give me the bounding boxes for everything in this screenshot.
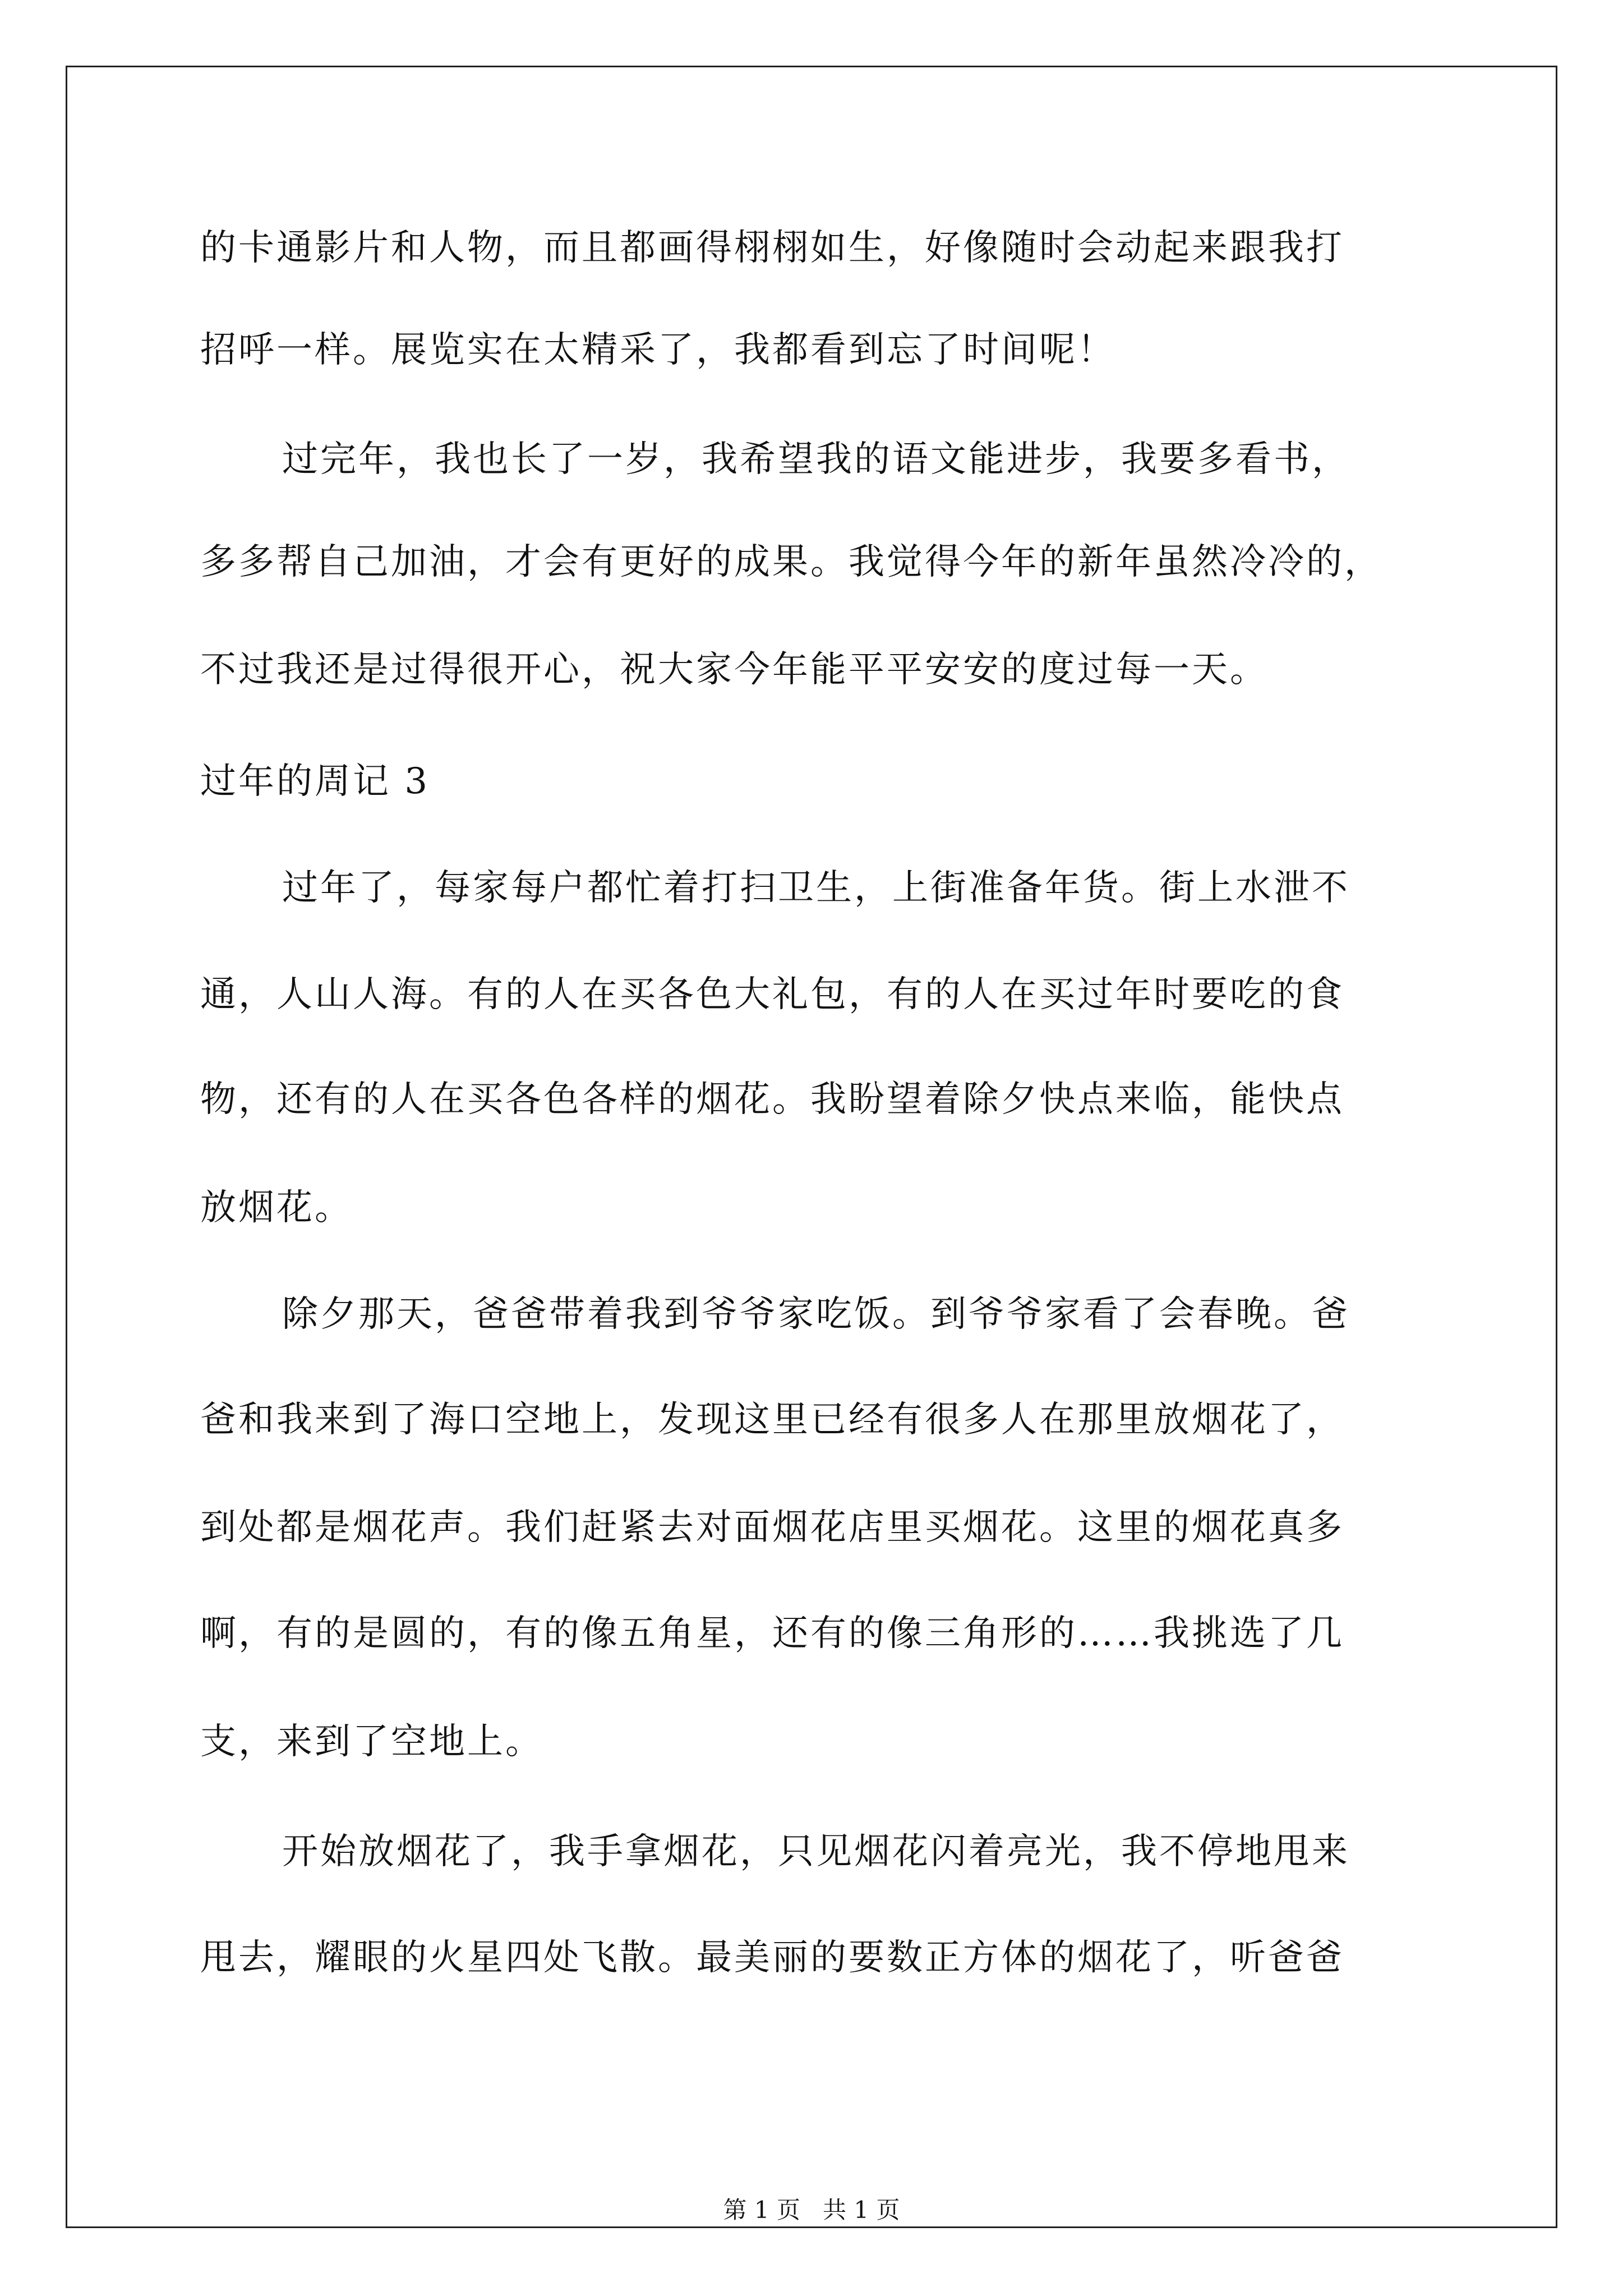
body-text-line: 除夕那天，爸爸带着我到爷爷家吃饭。到爷爷家看了会春晚。爸 <box>282 1294 1350 1335</box>
body-text-line: 支，来到了空地上。 <box>200 1721 543 1763</box>
body-text-line: 甩去，耀眼的火星四处飞散。最美丽的要数正方体的烟花了，听爸爸 <box>200 1937 1344 1978</box>
section-heading: 过年的周记 3 <box>200 761 430 802</box>
body-text-line: 开始放烟花了，我手拿烟花，只见烟花闪着亮光，我不停地甩来 <box>282 1831 1350 1872</box>
body-text-line: 招呼一样。展览实在太精采了，我都看到忘了时间呢！ <box>200 329 1115 371</box>
page-number-footer: 第 1 页 共 1 页 <box>723 2196 900 2224</box>
body-text-line: 不过我还是过得很开心，祝大家今年能平平安安的度过每一天。 <box>200 649 1268 691</box>
page-border <box>66 66 1557 2228</box>
body-text-line: 物，还有的人在买各色各样的烟花。我盼望着除夕快点来临，能快点 <box>200 1079 1344 1120</box>
body-text-line: 多多帮自己加油，才会有更好的成果。我觉得今年的新年虽然冷冷的， <box>200 541 1382 583</box>
body-text-line: 到处都是烟花声。我们赶紧去对面烟花店里买烟花。这里的烟花真多 <box>200 1507 1344 1548</box>
body-text-line: 过完年，我也长了一岁，我希望我的语文能进步，我要多看书， <box>282 439 1350 480</box>
body-text-line: 爸和我来到了海口空地上，发现这里已经有很多人在那里放烟花了， <box>200 1399 1344 1441</box>
body-text-line: 的卡通影片和人物，而且都画得栩栩如生，好像随时会动起来跟我打 <box>200 227 1344 269</box>
body-text-line: 放烟花。 <box>200 1187 353 1228</box>
body-text-line: 啊，有的是圆的，有的像五角星，还有的像三角形的……我挑选了几 <box>200 1613 1344 1654</box>
body-text-line: 通，人山人海。有的人在买各色大礼包，有的人在买过年时要吃的食 <box>200 974 1344 1015</box>
body-text-line: 过年了，每家每户都忙着打扫卫生，上街准备年货。街上水泄不 <box>282 867 1350 909</box>
